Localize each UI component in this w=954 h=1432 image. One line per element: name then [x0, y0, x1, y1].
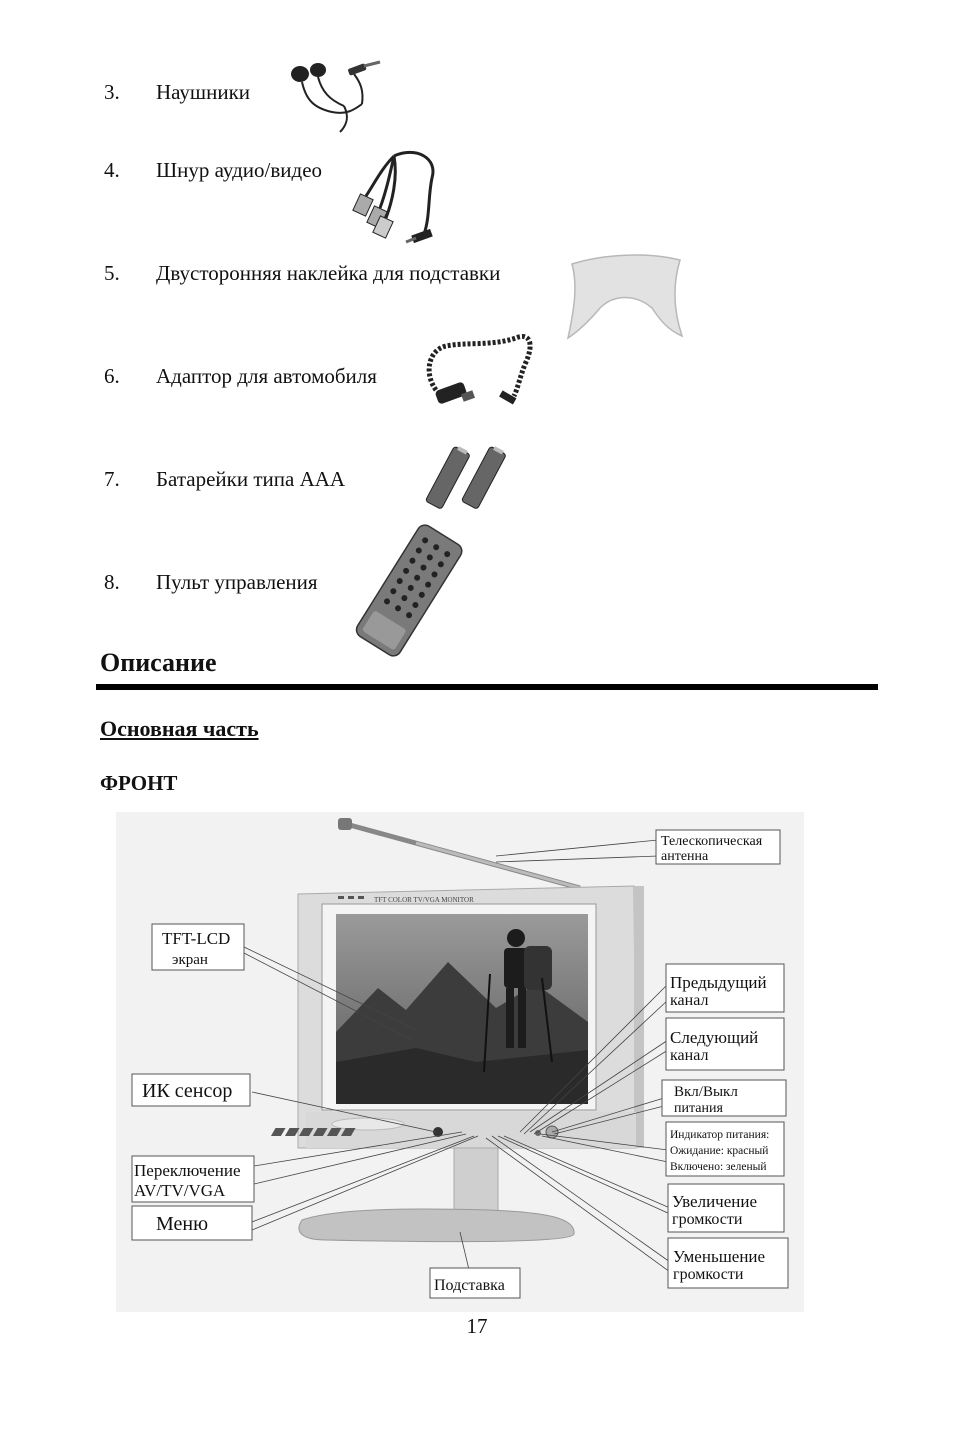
section-title: Описание [100, 648, 217, 677]
item-number: 6. [104, 364, 120, 388]
remote-image [354, 524, 466, 658]
callout-volup-line1: Увеличение [672, 1192, 758, 1211]
callout-prev-line2: канал [670, 992, 709, 1009]
callout-voldown-line2: громкости [673, 1266, 744, 1283]
monitor [271, 886, 644, 1148]
callout-stand: Подставка [434, 1277, 505, 1294]
callout-voldown-line1: Уменьшение [673, 1247, 766, 1266]
callout-power-line2: питания [674, 1101, 723, 1116]
callout-menu: Меню [156, 1213, 209, 1235]
item-number: 8. [104, 570, 120, 594]
callout-ir-sensor: ИК сенсор [142, 1080, 233, 1102]
section-divider [96, 684, 878, 690]
callout-volup-line2: громкости [672, 1211, 743, 1228]
callout-prev-line1: Предыдущий [670, 973, 767, 992]
subsection-title: Основная часть [100, 716, 259, 741]
callout-next-line2: канал [670, 1047, 709, 1064]
item-number: 5. [104, 261, 120, 285]
page-number: 17 [466, 1314, 488, 1338]
item-number: 4. [104, 158, 120, 182]
item-label: Батарейки типа AAA [156, 467, 346, 491]
callout-screen-line1: TFT-LCD [162, 929, 231, 948]
front-view-diagram [116, 812, 804, 1312]
callout-power-line1: Вкл/Выкл [674, 1084, 738, 1100]
item-label: Наушники [156, 80, 251, 104]
callout-indicator-line3: Включено: зеленый [670, 1161, 767, 1173]
item-number: 3. [104, 80, 120, 104]
callout-switch-line1: Переключение [134, 1161, 241, 1180]
av-cable-image [346, 148, 442, 250]
front-title: ФРОНТ [100, 771, 178, 795]
callout-switch-line2: AV/TV/VGA [134, 1181, 226, 1200]
item-number: 7. [104, 467, 120, 491]
monitor-brand-text: TFT COLOR TV/VGA MONITOR [374, 896, 474, 904]
item-label: Адаптор для автомобиля [156, 364, 377, 388]
callout-indicator-line1: Индикатор питания: [670, 1129, 770, 1141]
callout-screen-line2: экран [172, 952, 208, 968]
headphones-image [284, 60, 388, 140]
item-label: Шнур аудио/видео [156, 158, 323, 182]
car-adapter-image [422, 324, 538, 416]
batteries-image [420, 444, 510, 514]
callout-indicator-line2: Ожидание: красный [670, 1145, 769, 1157]
item-label: Двусторонняя наклейка для подставки [156, 261, 501, 285]
callout-antenna-line1: Телескопическая [661, 834, 763, 849]
callout-next-line1: Следующий [670, 1028, 759, 1047]
sticker-image [564, 250, 688, 342]
callout-antenna-line2: антенна [661, 849, 709, 864]
item-label: Пульт управления [156, 570, 318, 594]
